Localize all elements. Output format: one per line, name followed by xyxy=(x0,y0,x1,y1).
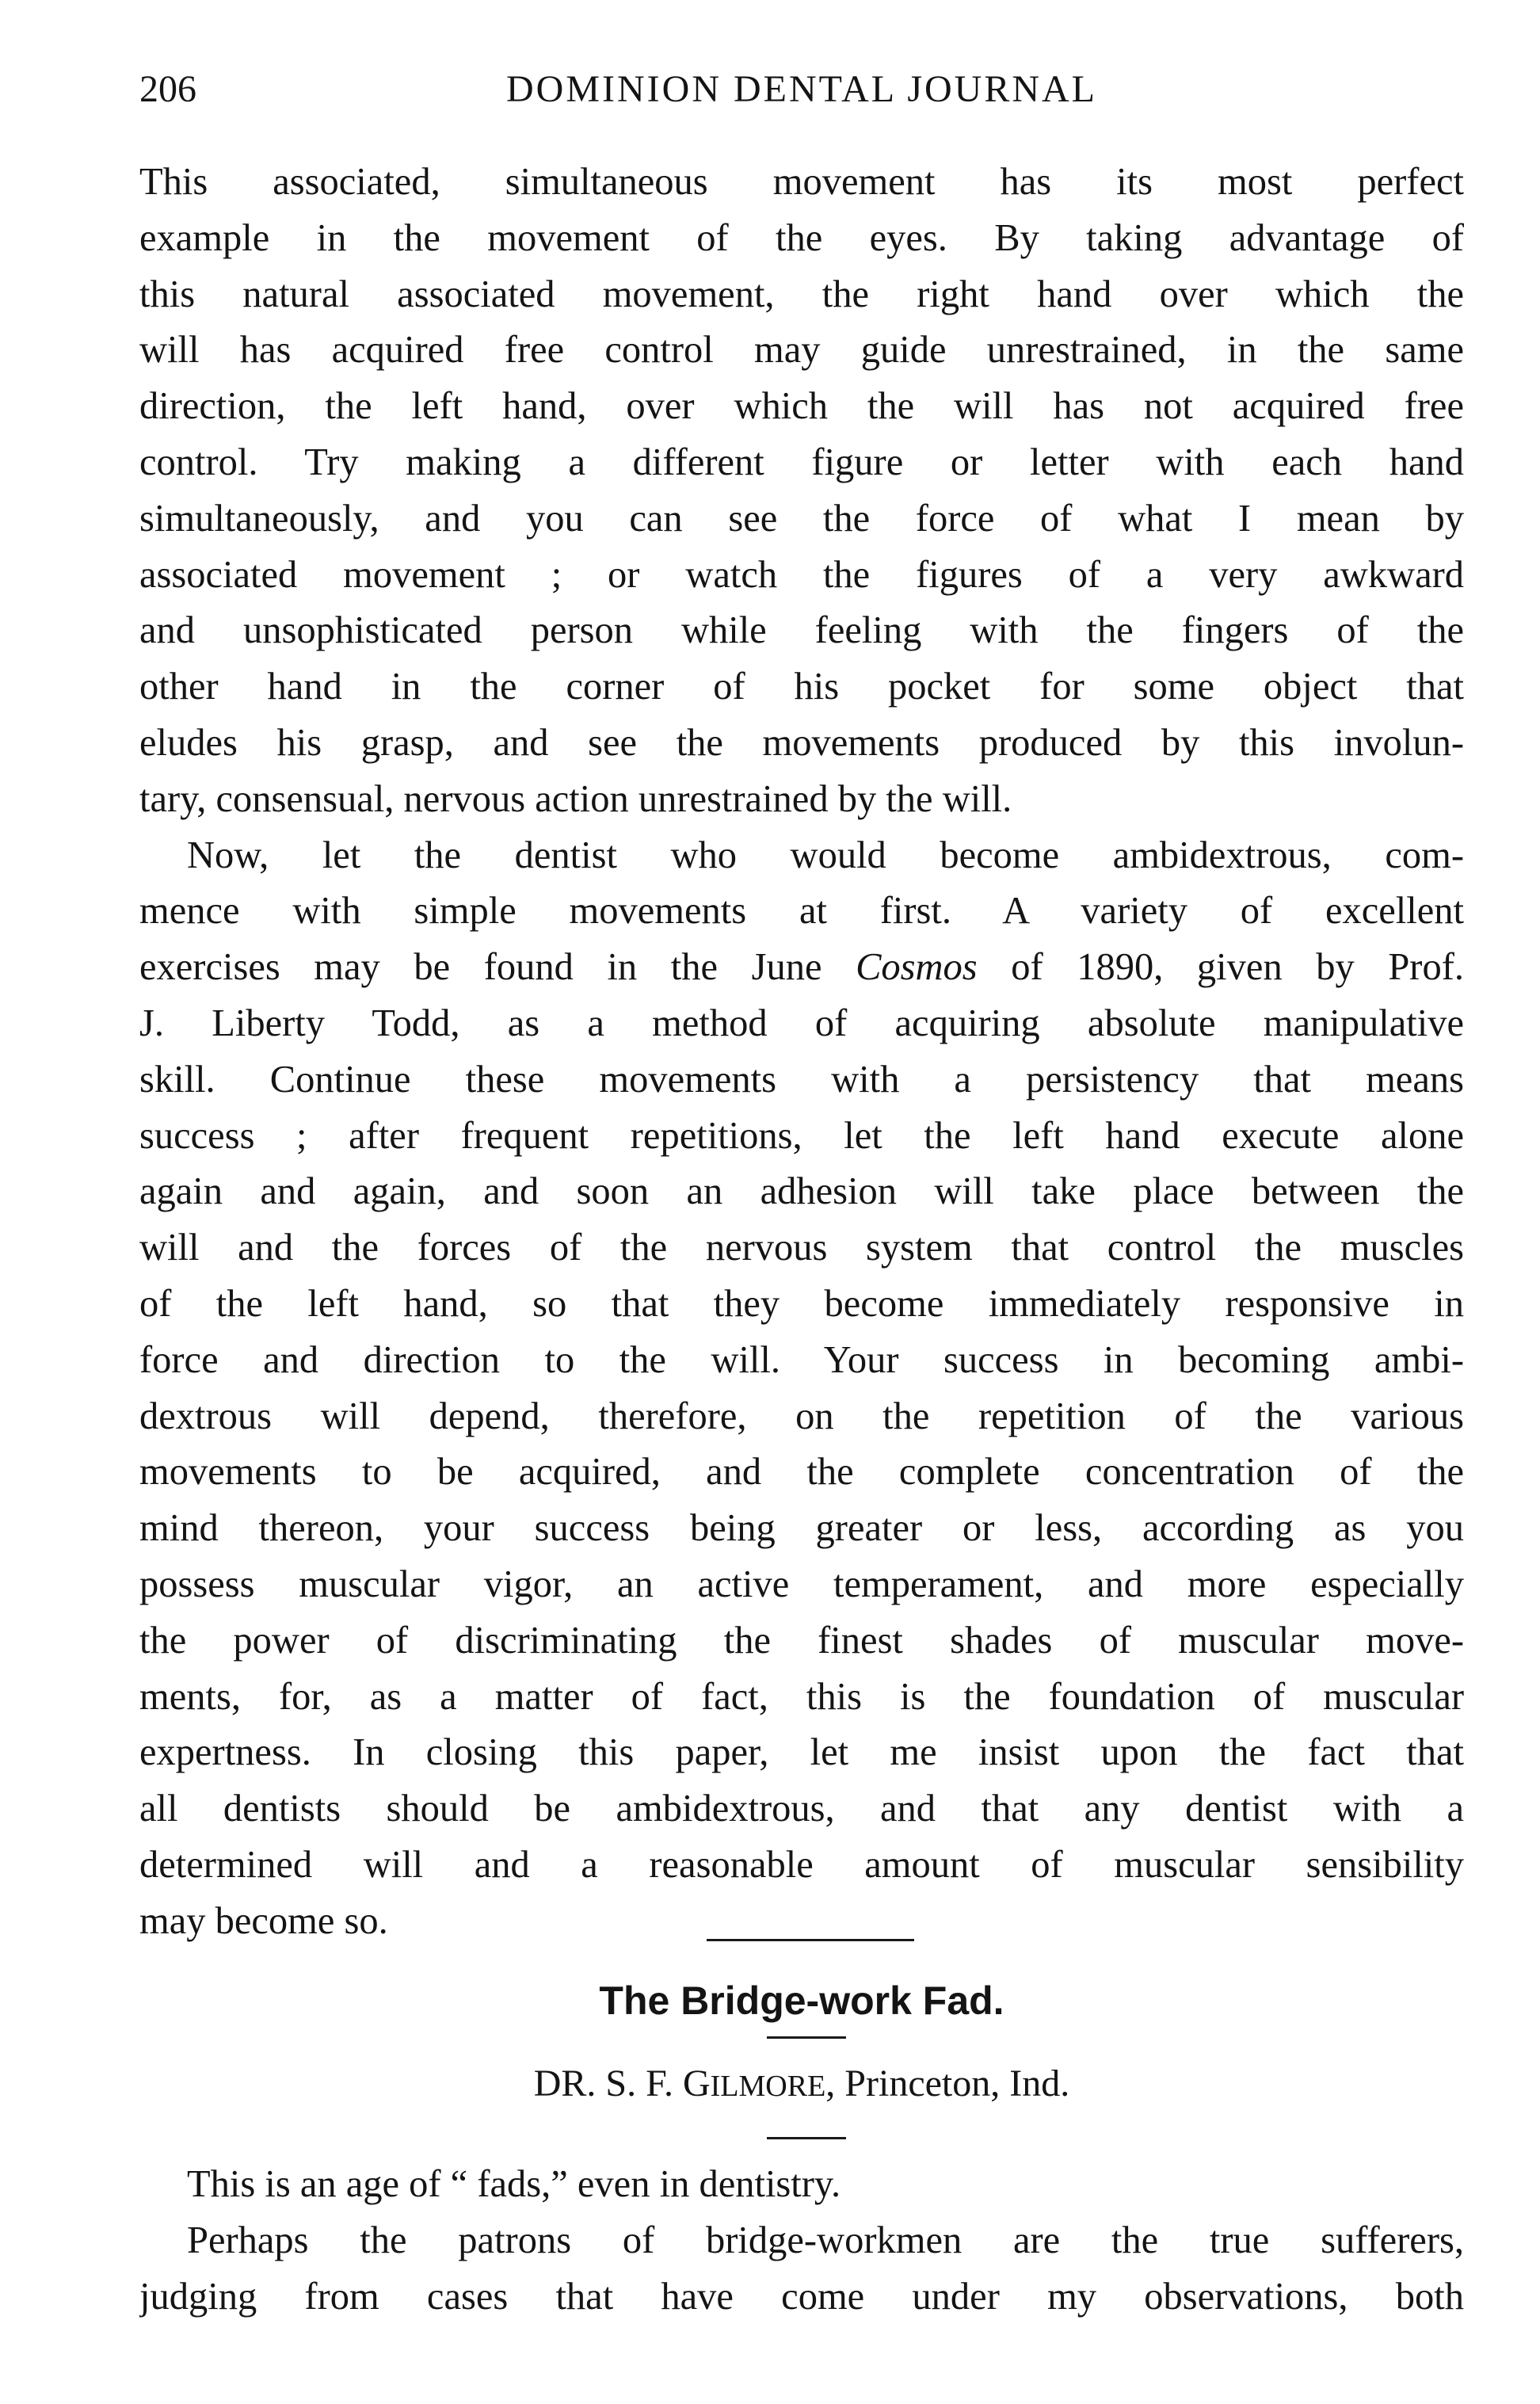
text-line: Now, let the dentist who would become ambidextrous, com- xyxy=(187,834,1464,876)
text-line: associated movement ; or watch the figures of a very awkward xyxy=(139,553,1464,596)
text-line: success ; after frequent repetitions, let the left hand execute alone xyxy=(139,1114,1464,1157)
text-line: the power of discriminating the finest shades of muscular move- xyxy=(139,1619,1464,1662)
text-line: eludes his grasp, and see the movements produced by this involun- xyxy=(139,721,1464,764)
byline-rule xyxy=(767,2137,846,2139)
text-line: expertness. In closing this paper, let me insist upon the fact that xyxy=(139,1731,1464,1774)
byline-name-small-caps: ILMORE xyxy=(710,2070,826,2103)
text-line: J. Liberty Todd, as a method of acquiring absolute manipulative xyxy=(139,1002,1464,1044)
text-line: This is an age of “ fads,” even in dentistry. xyxy=(187,2163,841,2205)
text-line: of the left hand, so that they become immediately responsive in xyxy=(139,1282,1464,1325)
text-line: mind thereon, your success being greater or less, according as you xyxy=(139,1507,1464,1550)
text-line: exercises may be found in the June Cosmos of 1890, given by Prof. xyxy=(139,946,1464,989)
text-line: again and again, and soon an adhesion will take place between the xyxy=(139,1170,1464,1213)
text-line: direction, the left hand, over which the will has not acquired free xyxy=(139,385,1464,428)
text-line: may become so. xyxy=(139,1899,388,1942)
text-line: example in the movement of the eyes. By taking advantage of xyxy=(139,216,1464,259)
article-text-bridge-work xyxy=(139,2157,1464,2325)
author-byline xyxy=(139,2056,1464,2114)
text-line: other hand in the corner of his pocket for some object that xyxy=(139,666,1464,708)
text-line: judging from cases that have come under my observations, both xyxy=(139,2275,1464,2318)
text-line: This associated, simultaneous movement has its most perfect xyxy=(139,161,1464,203)
text-line: this natural associated movement, the right hand over which the xyxy=(139,273,1464,315)
text-line: control. Try making a different figure or letter with each hand xyxy=(139,441,1464,483)
title-rule xyxy=(767,2036,846,2039)
text-line: skill. Continue these movements with a persistency that means xyxy=(139,1058,1464,1101)
text-line: tary, consensual, nervous action unrestrained by the will. xyxy=(139,777,1012,820)
text-line: and unsophisticated person while feeling with the fingers of the xyxy=(139,609,1464,652)
text-line: will has acquired free control may guide unrestrained, in the same xyxy=(139,329,1464,372)
page-number: 206 xyxy=(139,68,196,110)
text-line: force and direction to the will. Your success in becoming ambi- xyxy=(139,1338,1464,1381)
cosmos-journal-name: Cosmos xyxy=(856,946,978,989)
journal-title: DOMINION DENTAL JOURNAL xyxy=(506,68,1097,110)
text-line: will and the forces of the nervous system that control the muscles xyxy=(139,1227,1464,1269)
text-line: all dentists should be ambidextrous, and that any dentist with a xyxy=(139,1788,1464,1830)
text-line: determined will and a reasonable amount of muscular sensibility xyxy=(139,1843,1464,1886)
text-line: dextrous will depend, therefore, on the repetition of the various xyxy=(139,1395,1464,1437)
text-line: possess muscular vigor, an active temperament, and more especially xyxy=(139,1563,1464,1605)
text-line: mence with simple movements at first. A variety of excellent xyxy=(139,890,1464,933)
text-line: simultaneously, and you can see the force of what I mean by xyxy=(139,497,1464,540)
article-text-ambidexterity xyxy=(139,155,1464,1950)
running-head xyxy=(139,62,1464,117)
byline-prefix: DR. S. F. G xyxy=(533,2062,711,2104)
section-divider xyxy=(707,1939,914,1941)
text-line: movements to be acquired, and the complete concentration of the xyxy=(139,1451,1464,1494)
article-title: The Bridge-work Fad. xyxy=(599,1979,1004,2023)
text-line: ments, for, as a matter of fact, this is the foundation of muscular xyxy=(139,1675,1464,1718)
byline-location: , Princeton, Ind. xyxy=(825,2062,1070,2104)
text-line: Perhaps the patrons of bridge-workmen are the true sufferers, xyxy=(187,2219,1464,2261)
